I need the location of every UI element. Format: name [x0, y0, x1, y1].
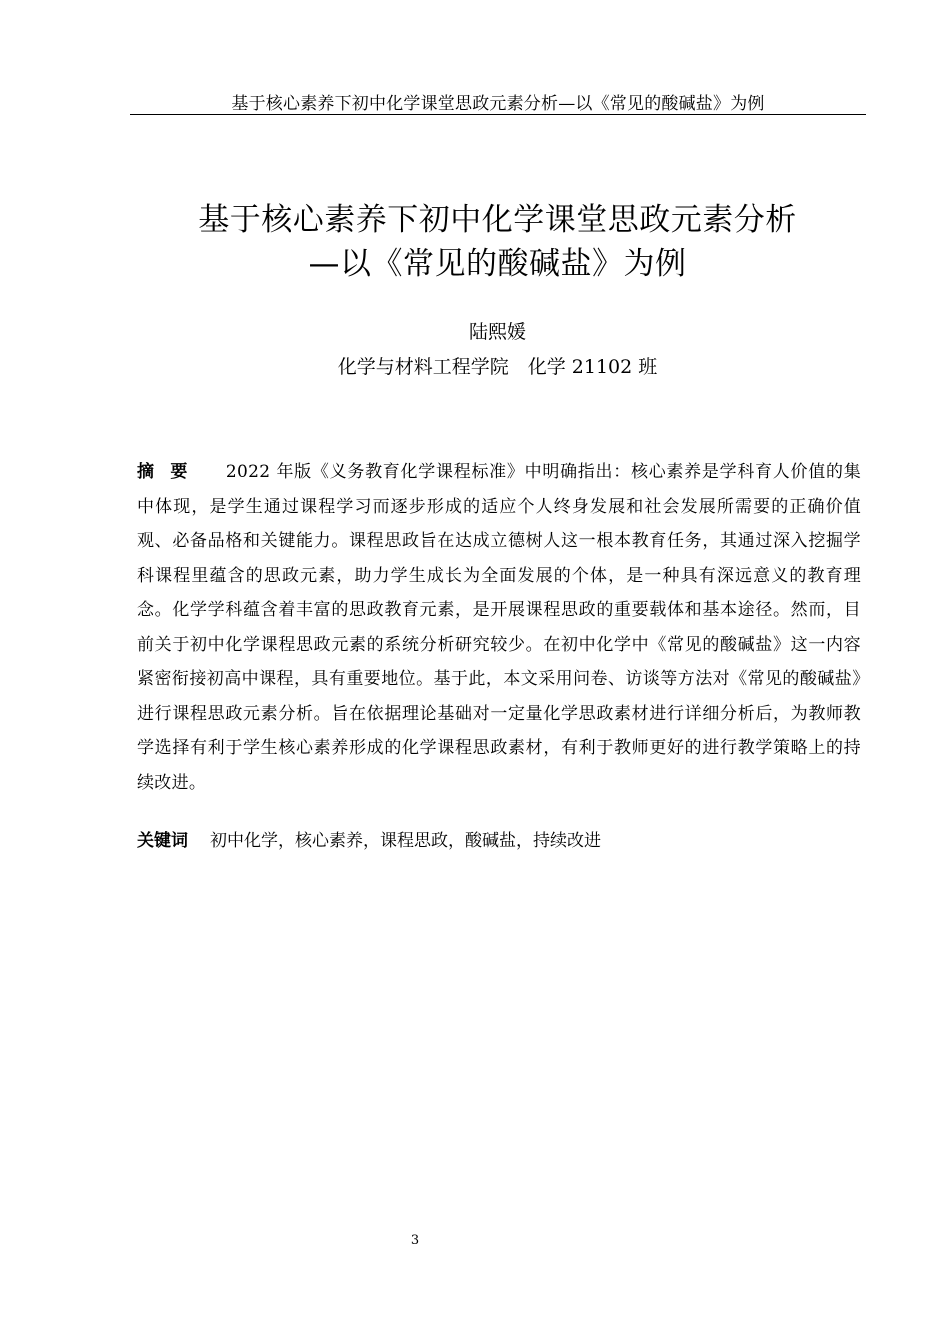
abstract: [137, 455, 861, 800]
abstract-label: 摘要: [137, 462, 204, 482]
keywords-text: 初中化学，核心素养，课程思政，酸碱盐，持续改进: [210, 831, 601, 851]
paper-title: [100, 198, 895, 286]
author-affiliation: 化学与材料工程学院 化学 21102 班: [337, 356, 658, 378]
title-line-2: —以《常见的酸碱盐》为例: [308, 246, 687, 282]
page-number: 3: [410, 1233, 420, 1248]
title-line-1: 基于核心素养下初中化学课堂思政元素分析: [198, 202, 797, 238]
header-rule: [130, 114, 866, 115]
author-name: 陆熙媛: [468, 321, 526, 343]
running-header: 基于核心素养下初中化学课堂思政元素分析—以《常见的酸碱盐》为例: [231, 94, 765, 114]
abstract-text: 2022 年版《义务教育化学课程标准》中明确指出：核心素养是学科育人价值的集中体现，是学生通过课程学习而逐步形成的适应个人终身发展和社会发展所需要的正确价值观、必备品格和关键能力。课程思政旨在达成立德树人这一根本教育任务，其通过深入挖掘学科课程里蕴含的思政元素，助力学生成长为全面发展的个体，是一种具有深远意义的教育理念。化学学科蕴含着丰富的思政教育元素，是开展课程思政的重要载体和基本途径。然而，目前关于初中化学课程思政元素的系统分析研究较少。在初中化学中《常见的酸碱盐》这一内容紧密衔接初高中课程，具有重要地位。基于此，本文采用问卷、访谈等方法对《常见的酸碱盐》进行课程思政元素分析。旨在依据理论基础对一定量化学思政素材进行详细分析后，为教师教学选择有利于学生核心素养形成的化学课程思政素材，有利于教师更好的进行教学策略上的持续改进。: [137, 462, 861, 793]
keywords: [137, 826, 861, 856]
keywords-label: 关键词: [137, 831, 188, 851]
